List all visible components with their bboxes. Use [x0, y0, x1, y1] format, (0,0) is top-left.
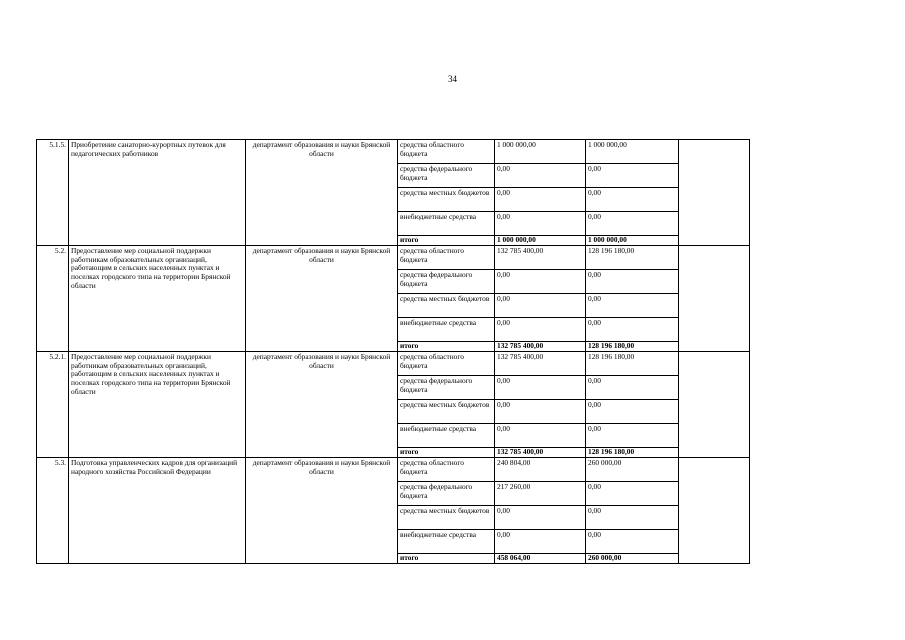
amount-col-1: 0,00 [495, 294, 586, 318]
funding-source: средства местных бюджетов [398, 400, 495, 424]
funding-source: средства федерального бюджета [398, 482, 495, 506]
amount-col-2: 0,00 [586, 424, 679, 448]
amount-col-2: 128 196 180,00 [586, 352, 679, 376]
funding-source: итого [398, 554, 495, 564]
amount-col-1: 0,00 [495, 318, 586, 342]
amount-col-2: 128 196 180,00 [586, 246, 679, 270]
funding-source: средства областного бюджета [398, 458, 495, 482]
amount-col-1: 1 000 000,00 [495, 140, 586, 164]
amount-col-1: 0,00 [495, 424, 586, 448]
responsible-department: департамент образования и науки Брянской области [246, 352, 398, 458]
empty-cell [679, 352, 750, 458]
budget-table [36, 139, 750, 564]
amount-col-2: 1 000 000,00 [586, 140, 679, 164]
amount-col-1: 132 785 400,00 [495, 448, 586, 458]
amount-col-1: 240 804,00 [495, 458, 586, 482]
item-name: Приобретение санаторно-курортных путевок для педагогических работников [69, 140, 246, 246]
funding-source: итого [398, 236, 495, 246]
item-number: 5.2. [37, 246, 69, 352]
amount-col-2: 0,00 [586, 506, 679, 530]
amount-col-1: 132 785 400,00 [495, 352, 586, 376]
funding-source: внебюджетные средства [398, 318, 495, 342]
amount-col-1: 132 785 400,00 [495, 342, 586, 352]
amount-col-1: 0,00 [495, 376, 586, 400]
item-number: 5.2.1. [37, 352, 69, 458]
amount-col-1: 0,00 [495, 530, 586, 554]
empty-cell [679, 246, 750, 352]
amount-col-2: 128 196 180,00 [586, 448, 679, 458]
amount-col-1: 132 785 400,00 [495, 246, 586, 270]
responsible-department: департамент образования и науки Брянской области [246, 458, 398, 564]
amount-col-1: 458 064,00 [495, 554, 586, 564]
amount-col-2: 0,00 [586, 318, 679, 342]
amount-col-1: 0,00 [495, 188, 586, 212]
amount-col-2: 0,00 [586, 376, 679, 400]
responsible-department: департамент образования и науки Брянской области [246, 140, 398, 246]
amount-col-2: 0,00 [586, 270, 679, 294]
table-row [37, 140, 750, 164]
funding-source: внебюджетные средства [398, 424, 495, 448]
funding-source: средства областного бюджета [398, 246, 495, 270]
empty-cell [679, 458, 750, 564]
amount-col-2: 0,00 [586, 482, 679, 506]
amount-col-2: 0,00 [586, 530, 679, 554]
table-row [37, 246, 750, 270]
amount-col-1: 0,00 [495, 400, 586, 424]
funding-source: средства местных бюджетов [398, 294, 495, 318]
funding-source: средства местных бюджетов [398, 188, 495, 212]
amount-col-1: 0,00 [495, 164, 586, 188]
item-name: Подготовка управленческих кадров для организаций народного хозяйства Российской Федерации [69, 458, 246, 564]
amount-col-2: 0,00 [586, 294, 679, 318]
empty-cell [679, 140, 750, 246]
table-row [37, 458, 750, 482]
amount-col-1: 0,00 [495, 506, 586, 530]
funding-source: средства местных бюджетов [398, 506, 495, 530]
funding-source: внебюджетные средства [398, 212, 495, 236]
funding-source: средства областного бюджета [398, 352, 495, 376]
amount-col-2: 1 000 000,00 [586, 236, 679, 246]
table-row [37, 352, 750, 376]
item-number: 5.3. [37, 458, 69, 564]
amount-col-2: 128 196 180,00 [586, 342, 679, 352]
item-name: Предоставление мер социальной поддержки работникам образовательных организаций, работающим в сельских населенных пунктах и поселках городского типа на территории Брянской области [69, 352, 246, 458]
amount-col-1: 217 260,00 [495, 482, 586, 506]
amount-col-2: 0,00 [586, 212, 679, 236]
item-name: Предоставление мер социальной поддержки работникам образовательных организаций, работающим в сельских населенных пунктах и поселках городского типа на территории Брянской области [69, 246, 246, 352]
funding-source: средства областного бюджета [398, 140, 495, 164]
funding-source: внебюджетные средства [398, 530, 495, 554]
amount-col-1: 0,00 [495, 212, 586, 236]
amount-col-2: 260 000,00 [586, 458, 679, 482]
amount-col-2: 0,00 [586, 188, 679, 212]
funding-source: средства федерального бюджета [398, 376, 495, 400]
funding-source: итого [398, 448, 495, 458]
funding-source: средства федерального бюджета [398, 164, 495, 188]
amount-col-1: 0,00 [495, 270, 586, 294]
amount-col-1: 1 000 000,00 [495, 236, 586, 246]
amount-col-2: 0,00 [586, 400, 679, 424]
responsible-department: департамент образования и науки Брянской области [246, 246, 398, 352]
amount-col-2: 0,00 [586, 164, 679, 188]
amount-col-2: 260 000,00 [586, 554, 679, 564]
page-number: 34 [448, 74, 457, 84]
item-number: 5.1.5. [37, 140, 69, 246]
funding-source: итого [398, 342, 495, 352]
funding-source: средства федерального бюджета [398, 270, 495, 294]
